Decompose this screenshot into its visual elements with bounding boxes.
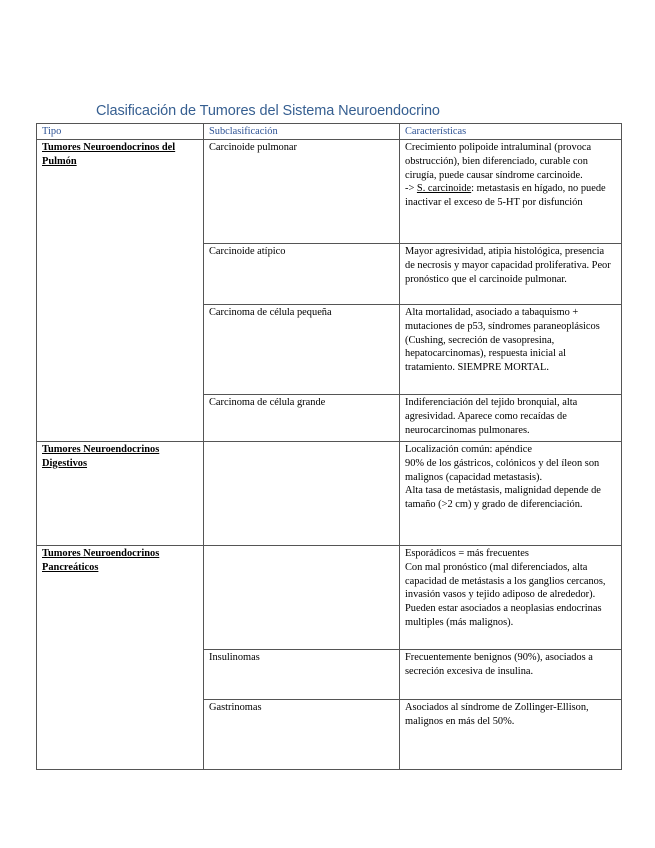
car-line: Esporádicos = más frecuentes — [405, 548, 529, 559]
tipo-cell — [37, 546, 204, 770]
car-line: Con mal pronóstico (mal diferenciados, alta capacidad de metástasis a los ganglios cercanos, invasión vasos y tejido adiposo de alrededor). — [405, 561, 606, 601]
sub-cell: Insulinomas — [204, 650, 400, 700]
classification-table — [36, 123, 622, 770]
car-cell: Alta mortalidad, asociado a tabaquismo + mutaciones de p53, síndromes paraneoplásicos (Cushing, secreción de vasopresina, hepatocarcinomas), respuesta inicial al tratamiento. SIEMPRE MORTAL. — [400, 305, 622, 395]
car-cell — [400, 140, 622, 244]
sub-cell: Carcinoide pulmonar — [204, 140, 400, 244]
document-title: Clasificación de Tumores del Sistema Neuroendocrino — [96, 103, 440, 119]
tipo-label: Tumores Neuroendocrinos Digestivos — [42, 444, 160, 469]
sub-cell: Carcinoide atípico — [204, 244, 400, 305]
car-line: Alta tasa de metástasis, malignidad depende de tamaño (>2 cm) y grado de diferenciación. — [405, 485, 601, 511]
car-line: Pueden estar asociados a neoplasias endocrinas multiples (más malignos). — [405, 603, 602, 628]
sub-cell: Gastrinomas — [204, 700, 400, 770]
car-text: : metastasis en hígado, no puede inactivar el exceso de 5-HT por disfunción — [405, 183, 606, 209]
header-subclasificacion: Subclasificación — [204, 124, 400, 140]
table-row — [37, 442, 622, 546]
tipo-cell — [37, 442, 204, 546]
car-cell: Mayor agresividad, atipia histológica, presencia de necrosis y mayor capacidad proliferativa. Peor pronóstico que el carcinoide pulmonar. — [400, 244, 622, 305]
carcinoide-term: S. carcinoide — [416, 183, 472, 195]
tipo-label: Tumores Neuroendocrinos Pancreáticos — [42, 548, 160, 573]
car-cell: Frecuentemente benignos (90%), asociados a secreción excesiva de insulina. — [400, 650, 622, 700]
car-cell: Asociados al síndrome de Zollinger-Ellison, malignos en más del 50%. — [400, 700, 622, 770]
sub-cell: Carcinoma de célula grande — [204, 395, 400, 442]
car-cell — [400, 442, 622, 546]
table-row — [37, 140, 622, 244]
car-cell: Indiferenciación del tejido bronquial, alta agresividad. Aparece como recaídas de neurocarcinomas pulmonares. — [400, 395, 622, 442]
arrow-text: -> — [405, 183, 417, 195]
header-caracteristicas: Características — [400, 124, 622, 140]
sub-cell — [204, 442, 400, 546]
tipo-cell — [37, 140, 204, 442]
sub-cell: Carcinoma de célula pequeña — [204, 305, 400, 395]
car-text: Crecimiento polipoide intraluminal (provoca obstrucción), bien diferenciado, curable con cirugía, puede causar síndrome carcinoide. — [405, 142, 592, 181]
sub-cell — [204, 546, 400, 650]
car-cell — [400, 546, 622, 650]
tipo-label: Tumores Neuroendocrinos del Pulmón — [42, 142, 176, 167]
header-tipo: Tipo — [37, 124, 204, 140]
car-line: Localización común: apéndice — [405, 444, 532, 455]
car-line: 90% de los gástricos, colónicos y del íleon son malignos (capacidad metastasis). — [405, 457, 600, 483]
header-row — [37, 124, 622, 140]
table-row — [37, 546, 622, 650]
